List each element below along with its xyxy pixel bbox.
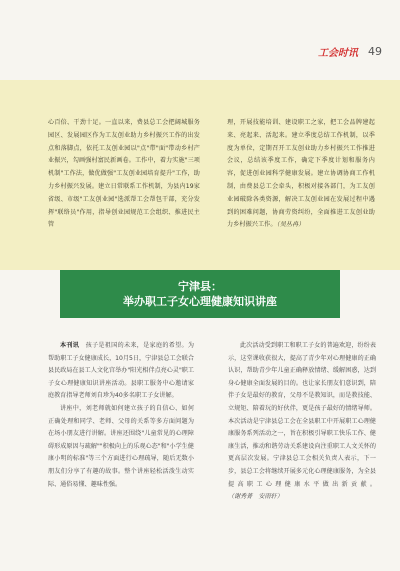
previous-article-left-column	[48, 117, 200, 232]
previous-article-right-text: 理，开展技能培训、建设职工之家，把工会品牌建起来、亮起来、活起来。建立季度总结工作机制，以季度为单位，定期召开工友创业助力乡村振兴工作推进会议，总结该季度工作，确定下季度计划和服务内容，促进创业园科学健康发展。建立协调协商工作机制，由费县总工会牵头，积极对接各部门，为工友创业园破除各类资源，解决工友创业园在发展过程中遇到的困难问题，协商劳资纠纷，全面推进工友创业助力乡村振兴工作。	[227, 119, 375, 229]
article-title-banner	[60, 270, 340, 318]
page-header	[318, 44, 382, 59]
section-tag: 工会时讯	[318, 48, 358, 59]
article-left-column	[48, 340, 194, 491]
previous-article-right-column	[227, 117, 375, 232]
article-paragraph-1: 孩子是祖国的未来，是家庭的希望。为帮助职工子女健康成长，10月5日，宁津县总工会联合县民政局在县工人文化宫举办"阳光相伴点亮心灵"职工子女心理健康知识讲座活动。县职工服务中心邀请家庭教育指导老师刘自珍为40多名职工子女讲解。	[48, 342, 195, 400]
article-title-line2: 举办职工子女心理健康知识讲座	[123, 295, 277, 308]
article-title-line1: 宁津县：	[178, 280, 222, 293]
previous-article-signoff: （吴丛冉）	[276, 221, 305, 229]
previous-article-left-text: 心百倍、干劲十足。一直以来，费县总工会把阔城服务园区、发展园区作为工友创业助力乡村振兴工作的出发点和落脚点，依托工友创业园以"点"带"面"带动乡村产业振兴，勾画强村富民新画卷。工作中，着力实施"三项机制"工作法，做优做强"工友创业园培育提升"工作，助力乡村振兴发展。建立日常联系工作机制，为县内19家省级、市级"工友创业园"选派帮工会帮包干部，充分发挥"联络员"作用，指导创业园规范工会组织、推进民主管	[48, 119, 200, 229]
article-paragraph-3: 此次活动受到职工和职工子女的普遍欢迎，纷纷表示，这堂课收获很大，提高了青少年对心理健康的正确认识，帮助青少年儿童正确释放情绪、缓解困惑，达到身心健康全面发展的目的。也让家长朋友们意识到，陪伴子女是最好的教育，父母不是教知识，而是教技能、立规矩、陪着玩的好伙伴，更是孩子最好的情绪导师。本次活动是宁津县总工会在全县职工中开展职工心理健康服务系列活动之一，旨在积极引导职工快乐工作、健康生活，推动和谐劳动关系建设向注重职工人文关怀的更高层次发展。宁津县总工会相关负责人表示，下一步，县总工会将继续开展多元化心理健康服务，为全县提高职工心理健康水平做出新贡献。	[228, 342, 376, 488]
article-right-column	[228, 340, 376, 504]
page-number: 49	[368, 45, 382, 58]
article-byline: 本刊讯	[60, 342, 80, 349]
article-paragraph-2: 讲座中，刘老师就如何建立孩子的自信心、如何正确处理和同学、老师、父母的关系等多方面问题为在场小朋友进行讲解。讲座还围绕"儿童常见的心理障碍形成原因与疏解""积极向上的乐观心态"和"小学生健康小明的标准"等三个方面进行心理疏导，随后无数小朋友们分享了有趣的故事。整个讲座轻松活泼生动实际、通俗易懂、趣味性强。	[48, 404, 194, 488]
article-signoff: （谢秀菁 安雨轩）	[228, 493, 283, 501]
